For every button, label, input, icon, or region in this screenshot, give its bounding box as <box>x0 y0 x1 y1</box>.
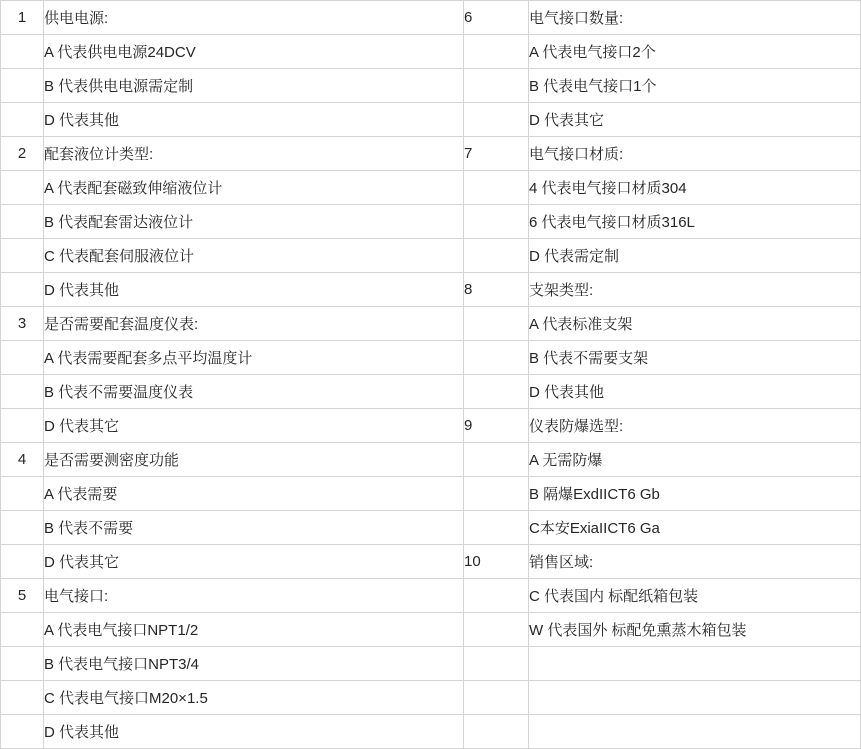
left-item-cell: 配套液位计类型: <box>44 137 464 171</box>
table-row <box>1 511 861 545</box>
table-row <box>1 35 861 69</box>
left-item-cell: A 代表配套磁致伸缩液位计 <box>44 171 464 205</box>
right-row-number-cell: 9 <box>464 409 529 443</box>
left-item-cell: 供电电源: <box>44 1 464 35</box>
right-item-cell: 销售区域: <box>529 545 861 579</box>
right-item-cell: 电气接口材质: <box>529 137 861 171</box>
table-row <box>1 103 861 137</box>
left-row-number-cell: 1 <box>1 1 44 35</box>
right-row-number-cell <box>464 171 529 205</box>
left-item-cell: B 代表不需要温度仪表 <box>44 375 464 409</box>
left-item-cell: B 代表配套雷达液位计 <box>44 205 464 239</box>
right-row-number-cell <box>464 307 529 341</box>
right-row-number-cell <box>464 341 529 375</box>
right-row-number-cell <box>464 681 529 715</box>
table-row <box>1 681 861 715</box>
left-row-number-cell <box>1 715 44 749</box>
left-item-cell: 是否需要配套温度仪表: <box>44 307 464 341</box>
table-row <box>1 647 861 681</box>
right-item-cell <box>529 681 861 715</box>
right-item-cell: A 代表电气接口2个 <box>529 35 861 69</box>
left-row-number-cell <box>1 477 44 511</box>
right-item-cell: A 代表标准支架 <box>529 307 861 341</box>
right-item-cell: 仪表防爆选型: <box>529 409 861 443</box>
table-row <box>1 307 861 341</box>
table-row <box>1 477 861 511</box>
left-row-number-cell <box>1 681 44 715</box>
left-row-number-cell <box>1 613 44 647</box>
right-row-number-cell <box>464 103 529 137</box>
left-item-cell: 是否需要测密度功能 <box>44 443 464 477</box>
right-row-number-cell <box>464 375 529 409</box>
right-row-number-cell: 10 <box>464 545 529 579</box>
left-row-number-cell <box>1 103 44 137</box>
table-row <box>1 375 861 409</box>
left-item-cell: D 代表其它 <box>44 545 464 579</box>
left-row-number-cell <box>1 205 44 239</box>
left-row-number-cell <box>1 409 44 443</box>
right-row-number-cell: 8 <box>464 273 529 307</box>
table-row <box>1 273 861 307</box>
table-row <box>1 341 861 375</box>
left-item-cell: C 代表配套伺服液位计 <box>44 239 464 273</box>
left-item-cell: B 代表电气接口NPT3/4 <box>44 647 464 681</box>
table-row <box>1 443 861 477</box>
right-item-cell: W 代表国外 标配免熏蒸木箱包装 <box>529 613 861 647</box>
table-row <box>1 239 861 273</box>
right-item-cell <box>529 647 861 681</box>
left-row-number-cell: 2 <box>1 137 44 171</box>
table-row <box>1 613 861 647</box>
left-item-cell: D 代表其他 <box>44 103 464 137</box>
left-item-cell: A 代表电气接口NPT1/2 <box>44 613 464 647</box>
left-row-number-cell <box>1 273 44 307</box>
right-row-number-cell <box>464 715 529 749</box>
left-row-number-cell <box>1 545 44 579</box>
left-row-number-cell <box>1 171 44 205</box>
left-row-number-cell: 3 <box>1 307 44 341</box>
right-row-number-cell <box>464 613 529 647</box>
right-item-cell: B 代表电气接口1个 <box>529 69 861 103</box>
table-row <box>1 1 861 35</box>
right-item-cell: A 无需防爆 <box>529 443 861 477</box>
left-item-cell: D 代表其他 <box>44 273 464 307</box>
table-row <box>1 171 861 205</box>
right-item-cell: B 隔爆ExdIICT6 Gb <box>529 477 861 511</box>
left-item-cell: B 代表供电电源需定制 <box>44 69 464 103</box>
right-item-cell: 电气接口数量: <box>529 1 861 35</box>
right-item-cell: D 代表其它 <box>529 103 861 137</box>
left-item-cell: 电气接口: <box>44 579 464 613</box>
right-row-number-cell: 6 <box>464 1 529 35</box>
right-row-number-cell <box>464 647 529 681</box>
right-item-cell <box>529 715 861 749</box>
table-body <box>1 1 861 749</box>
left-row-number-cell <box>1 647 44 681</box>
right-row-number-cell <box>464 239 529 273</box>
table-row <box>1 409 861 443</box>
right-row-number-cell <box>464 579 529 613</box>
right-item-cell: C 代表国内 标配纸箱包装 <box>529 579 861 613</box>
table-row <box>1 545 861 579</box>
table-row <box>1 69 861 103</box>
left-row-number-cell <box>1 239 44 273</box>
right-row-number-cell <box>464 443 529 477</box>
left-item-cell: B 代表不需要 <box>44 511 464 545</box>
right-row-number-cell: 7 <box>464 137 529 171</box>
left-row-number-cell <box>1 35 44 69</box>
right-item-cell: B 代表不需要支架 <box>529 341 861 375</box>
table-row <box>1 579 861 613</box>
left-item-cell: C 代表电气接口M20×1.5 <box>44 681 464 715</box>
left-row-number-cell: 5 <box>1 579 44 613</box>
left-row-number-cell <box>1 69 44 103</box>
table-row <box>1 715 861 749</box>
left-row-number-cell <box>1 341 44 375</box>
left-item-cell: D 代表其它 <box>44 409 464 443</box>
right-row-number-cell <box>464 69 529 103</box>
right-item-cell: D 代表需定制 <box>529 239 861 273</box>
right-row-number-cell <box>464 511 529 545</box>
left-row-number-cell <box>1 375 44 409</box>
right-row-number-cell <box>464 205 529 239</box>
right-item-cell: D 代表其他 <box>529 375 861 409</box>
left-item-cell: A 代表需要配套多点平均温度计 <box>44 341 464 375</box>
left-row-number-cell <box>1 511 44 545</box>
table-row <box>1 137 861 171</box>
left-item-cell: A 代表供电电源24DCV <box>44 35 464 69</box>
right-row-number-cell <box>464 35 529 69</box>
right-item-cell: 6 代表电气接口材质316L <box>529 205 861 239</box>
right-item-cell: 4 代表电气接口材质304 <box>529 171 861 205</box>
right-row-number-cell <box>464 477 529 511</box>
left-item-cell: D 代表其他 <box>44 715 464 749</box>
right-item-cell: 支架类型: <box>529 273 861 307</box>
left-row-number-cell: 4 <box>1 443 44 477</box>
table-row <box>1 205 861 239</box>
right-item-cell: C本安ExiaIICT6 Ga <box>529 511 861 545</box>
left-item-cell: A 代表需要 <box>44 477 464 511</box>
